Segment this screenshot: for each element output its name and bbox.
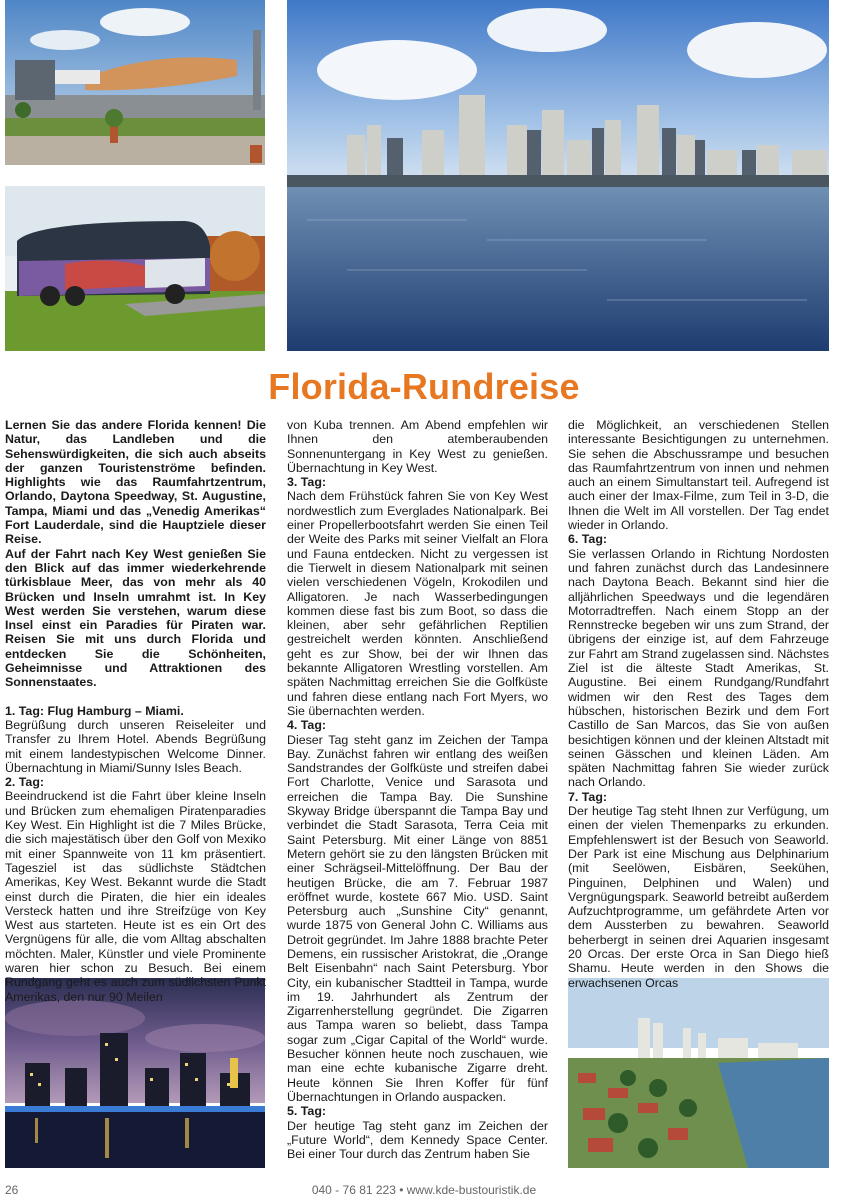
intro-paragraph: Lernen Sie das andere Florida kennen! Die Natur, das Landleben und die Sehenswürdigkeiten, die sich auch abseits der ganzen Touristenströme befinden. Highlights wie das Raumfahrtzentrum, Orlando, Daytona Speedway, St. Augustine, Tampa, Miami und das „Venedig Amerikas“ Fort Lauderdale, sind die Hauptziele dieser Reise.	[5, 418, 266, 547]
day1-text: Begrüßung durch unseren Reiseleiter und Transfer zu Ihrem Hotel. Abends Begrüßung mit einem landestypischen Welcome Dinner. Übernachtung in Miami/Sunny Isles Beach.	[5, 717, 266, 775]
day2-continued: von Kuba trennen. Am Abend empfehlen wir Ihnen den atemberaubenden Sonnenuntergang in Key West zu genießen. Übernachtung in Key West.	[287, 418, 548, 475]
rocket-garden-photo	[5, 0, 265, 165]
day2-heading: 2. Tag:	[5, 775, 45, 790]
page-title: Florida-Rundreise	[268, 366, 580, 407]
day5-heading: 5. Tag:	[287, 1104, 327, 1119]
miami-night-skyline-photo	[5, 978, 265, 1168]
day5-text: Der heutige Tag steht ganz im Zeichen der „Future World“, dem Kennedy Space Center. Bei einer Tour durch das Zentrum haben Sie	[287, 1118, 548, 1162]
page-number: 26	[5, 1183, 19, 1197]
day3-heading: 3. Tag:	[287, 475, 327, 490]
day5-continued: die Möglichkeit, an verschiedenen Stellen interessante Besichtigungen zu unternehmen. Sie sehen die Abschussrampe und besuchen das Raumfahrtzentrum von innen und nehmen auch an einem Simultanstart teil. Aufregend ist auch einer der Imax-Filme, zum Teil in 3-D, die Ihnen die Welt im All vorstellen. Der Tag endet wieder in Orlando.	[568, 418, 829, 533]
intro-paragraph-2: Auf der Fahrt nach Key West genießen Sie den Blick auf das immer wiederkehrende türkisblaue Meer, das von mehr als 40 Brücken und Inseln umrahmt ist. In Key West werden Sie verstehen, warum diese Insel einst ein Paradies für Piraten war. Reisen Sie mit uns durch Florida und entdecken Sie die Schönheiten, Geheimnisse und Attraktionen des Sonnenstaates.	[5, 546, 266, 690]
day2-text: Beeindruckend ist die Fahrt über kleine Inseln und Brücken zum ehemaligen Piratenparadies Key West. Ein Highlight ist die 7 Miles Brücke, die sich majestätisch über den Golf von Mexiko mit einer Spannweite von 11 km präsentiert. Tagesziel ist das südlichste Städtchen Amerikas, Key West. Bekannt wurde die Stadt einst durch die Piraten, die hier ein ideales Versteck hatten und ihre Streifzüge von Key West aus starteten. Heute ist es ein Ort des Vergnügens für alle, die vom Alltag abschalten möchten. Maler, Künstler und viele Prominente waren hier schon zu Besuch. Bei einem Rundgang geht es auch zum südlichsten Punkt Amerikas, den nur 90 Meilen	[5, 789, 266, 1004]
miami-skyline-photo	[287, 0, 829, 351]
day4-text: Dieser Tag steht ganz im Zeichen der Tampa Bay. Zunächst fahren wir entlang des weißen Sandstrandes der Golfküste und streifen dabei Fort Charlotte, Venice und Sarasota und erreichen die Tampa Bay. Die Sunshine Skyway Bridge überspannt die Tampa Bay und verbindet die Stadt Sarasota, Terra Ceia mit Saint Petersburg. Mit einer Länge von 8851 Metern gehört sie zu den längsten Brücken mit einer Schrägseil-Mittelöffnung. Der Bau der heutigen Brücke, die am 7. Februar 1987 eröffnet wurde, kostete 667 Mio. USD. Saint Petersburg auch „Sunshine City“ genannt, wurde 1875 von General John C. Williams aus Detroit gegründet. Im Jahre 1888 brachte Peter Demens, ein russischer Aristokrat, die „Orange Belt Eisenbahn“ nach Saint Petersburg. Ybor City, ein kubanischer Stadtteil in Tampa, wurde im 19. Jahrhundert als Zentrum der Zigarrenherstellung gegründet. Die Zigarren aus Tampa waren so beliebt, dass Tampa sogar zum „Cigar Capital of the World“ wurde. Besucher können heute noch zuschauen, wie man eine echte kubanische Zigarre dreht. Heute können Sie Ihren Koffer für fünf Übernachtungen in Orlando auspacken.	[287, 732, 548, 1104]
day7-text: Der heutige Tag steht Ihnen zur Verfügung, um einen der vielen Themenparks zu erkunden. Empfehlenswert ist der Besuch von Seaworld. Der Park ist eine Mischung aus Delphinarium (mit Seelöwen, Eisbären, Seekühen, Pinguinen, Delphinen und Walen) und Vergnügungspark. Seaworld betreibt außerdem Aufzuchtprogramme, um gefährdete Arten vor dem Aussterben zu bewahren. Seaworld beherbergt in seinen drei Aquarien insgesamt 20 Orcas. Der erste Orca in San Diego hieß Shamu. Heute werden in den Shows die erwachsenen Orcas	[568, 804, 829, 990]
text-column-1	[5, 418, 266, 1004]
day4-heading: 4. Tag:	[287, 718, 327, 733]
day6-text: Sie verlassen Orlando in Richtung Nordosten und fahren zunächst durch das Landesinnere nach Daytona Beach. Bekannt sind hier die alljährlichen Speedways und die legendären Motorradtreffen. Nach einem Stopp an der Rennstrecke begeben wir uns zum Strand, der übrigens der einzige ist, auf dem Fahrzeuge zur Fahrt am Strand zugelassen sind. Nächstes Ziel ist die älteste Stadt Amerikas, St. Augustine. Bei einem Rundgang/Rundfahrt widmen wir den Rest des Tages dem hübschen, historischen Bezirk und dem Fort Castillo de San Marcos, das Sie von außen besichtigen können und der kleinen Altstadt mit seinen Gässchen und kleinen Läden. Am späten Nachmittag fahren Sie wieder zurück nach Orlando.	[568, 546, 830, 790]
day1-heading: 1. Tag: Flug Hamburg – Miami.	[5, 703, 184, 718]
text-column-3	[568, 418, 829, 990]
footer-contact: 040 - 76 81 223 • www.kde-bustouristik.de	[311, 1183, 537, 1197]
text-column-2	[287, 418, 548, 1161]
day7-heading: 7. Tag:	[568, 789, 608, 804]
aerial-coast-photo	[568, 978, 829, 1168]
day3-text: Nach dem Frühstück fahren Sie von Key West nordwestlich zum Everglades Nationalpark. Bei einer Propellerbootsfahrt werden Sie einen Teil der Weite des Parks mit seiner Vielfalt an Flora und Fauna entdecken. Nicht zu vergessen ist die Tierwelt in diesem Nationalpark mit seinen vielen verschiedenen Vögeln, Krokodilen und Alligatoren. Je nach Wasserbedingungen kommen diese fast bis zum Boot, so dass die kleinen, aber sehr gefährlichen Reptilien gestreichelt werden könnten. Anschließend geht es zur Show, bei der wir Ihnen das bekannte Alligatoren Wrestling vorstellen. Am späten Nachmittag erreichen Sie die Golfküste und fahren diese entlang nach Fort Myers, wo Sie übernachten werden.	[287, 489, 548, 718]
coach-bus-photo	[5, 186, 265, 351]
day6-heading: 6. Tag:	[568, 532, 608, 547]
